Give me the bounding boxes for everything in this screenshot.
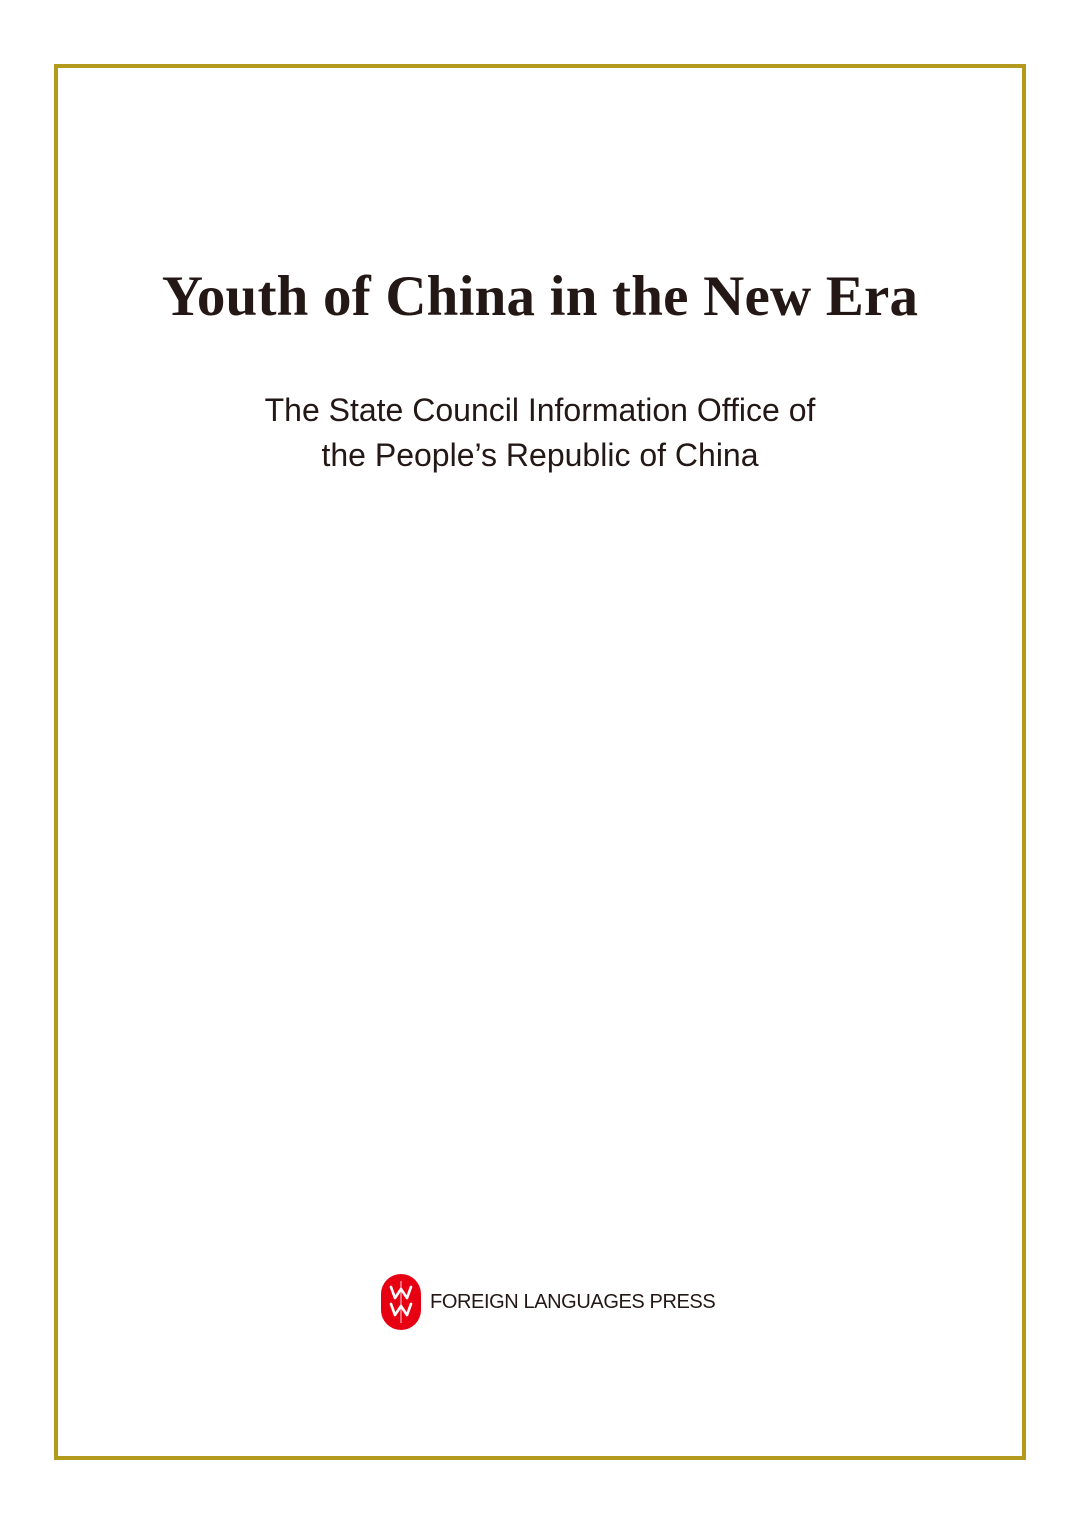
document-title: Youth of China in the New Era [161, 265, 919, 328]
author-line-1: The State Council Information Office of [264, 392, 816, 428]
publisher-block [380, 1272, 715, 1332]
publisher-logo-icon [380, 1273, 422, 1331]
publisher-name: FOREIGN LANGUAGES PRESS [430, 1290, 716, 1313]
author-line-2: the People’s Republic of China [321, 437, 759, 473]
